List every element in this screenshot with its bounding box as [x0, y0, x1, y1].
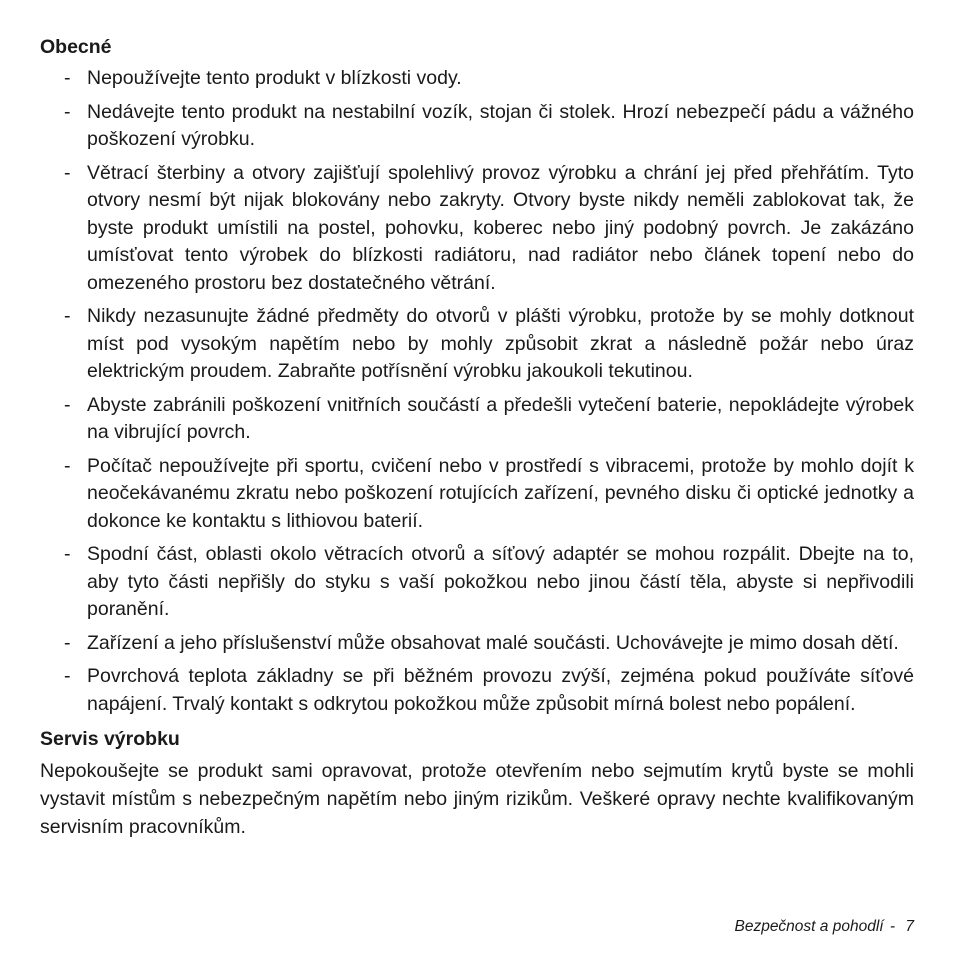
- general-safety-list: [40, 65, 914, 718]
- list-item-text: Nikdy nezasunujte žádné předměty do otvorů v plášti výrobku, protože by se mohly dotknout míst pod vysokým napětím nebo by mohly způsobit zkrat a následně požár nebo úraz elektrickým proudem. Zabraňte potřísnění výrobku jakoukoli tekutinou.: [87, 305, 914, 382]
- list-item-text: Spodní část, oblasti okolo větracích otvorů a síťový adaptér se mohou rozpálit. Dbejte na to, aby tyto části nepřišly do styku s vaší pokožkou nebo jinou částí těla, abyste si nepřivodili poranění.: [87, 543, 914, 620]
- list-item-text: Počítač nepoužívejte při sportu, cvičení nebo v prostředí s vibracemi, protože by mohlo dojít k neočekávanému zkratu nebo poškození rotujících zařízení, pevného disku či optické jednotky a dokonce ke kontaktu s lithiovou baterií.: [87, 454, 914, 532]
- document-page: [40, 34, 914, 841]
- bullet-dash: -: [64, 305, 71, 327]
- list-item: [40, 663, 914, 718]
- bullet-dash: -: [64, 665, 71, 687]
- list-item: [40, 99, 914, 154]
- section-heading-service: Servis výrobku: [40, 728, 180, 750]
- list-item: [40, 160, 914, 298]
- bullet-dash: -: [64, 543, 71, 565]
- service-paragraph: Nepokoušejte se produkt sami opravovat, protože otevřením nebo sejmutím krytů byste se mohli vystavit místům s nebezpečným napětím nebo jiným rizikům. Veškeré opravy nechte kvalifikovaným servisním pracovníkům.: [40, 760, 914, 838]
- page-number: 7: [905, 918, 914, 935]
- list-item: [40, 392, 914, 447]
- list-item-text: Nepoužívejte tento produkt v blízkosti vody.: [87, 67, 462, 89]
- bullet-dash: -: [64, 100, 71, 123]
- list-item-text: Povrchová teplota základny se při běžném provozu zvýší, zejména pokud používáte síťové napájení. Trvalý kontakt s odkrytou pokožkou může způsobit mírná bolest nebo popálení.: [87, 665, 914, 715]
- bullet-dash: -: [64, 161, 71, 184]
- list-item: [40, 541, 914, 624]
- list-item-text: Abyste zabránili poškození vnitřních součástí a předešli vytečení baterie, nepokládejte výrobek na vibrující povrch.: [87, 393, 914, 443]
- list-item: [40, 65, 914, 93]
- list-item-text: Větrací šterbiny a otvory zajišťují spolehlivý provoz výrobku a chrání jej před přehřátím. Tyto otvory nesmí být nijak blokovány nebo zakryty. Otvory byste nikdy neměli zablokovat tak, že byste produkt umístili na postel, pohovku, koberec nebo jiný podobný povrch. Je zakázáno umísťovat tento výrobek do blízkosti radiátoru, nad radiátor nebo článek topení nebo do omezeného prostoru bez dostatečného větrání.: [87, 161, 914, 294]
- bullet-dash: -: [64, 393, 71, 416]
- footer-separator: -: [889, 918, 896, 935]
- list-item-text: Zařízení a jeho příslušenství může obsahovat malé součásti. Uchovávejte je mimo dosah dětí.: [87, 631, 899, 654]
- list-item: [40, 453, 914, 536]
- list-item: [40, 630, 914, 658]
- footer-section-title: Bezpečnost a pohodlí: [734, 918, 884, 935]
- section-heading-general: Obecné: [40, 36, 112, 58]
- bullet-dash: -: [64, 454, 71, 477]
- page-footer: [734, 916, 914, 938]
- list-item: [40, 303, 914, 386]
- bullet-dash: -: [64, 631, 71, 654]
- bullet-dash: -: [64, 67, 71, 89]
- list-item-text: Nedávejte tento produkt na nestabilní vozík, stojan či stolek. Hrozí nebezpečí pádu a vážného poškození výrobku.: [87, 100, 914, 150]
